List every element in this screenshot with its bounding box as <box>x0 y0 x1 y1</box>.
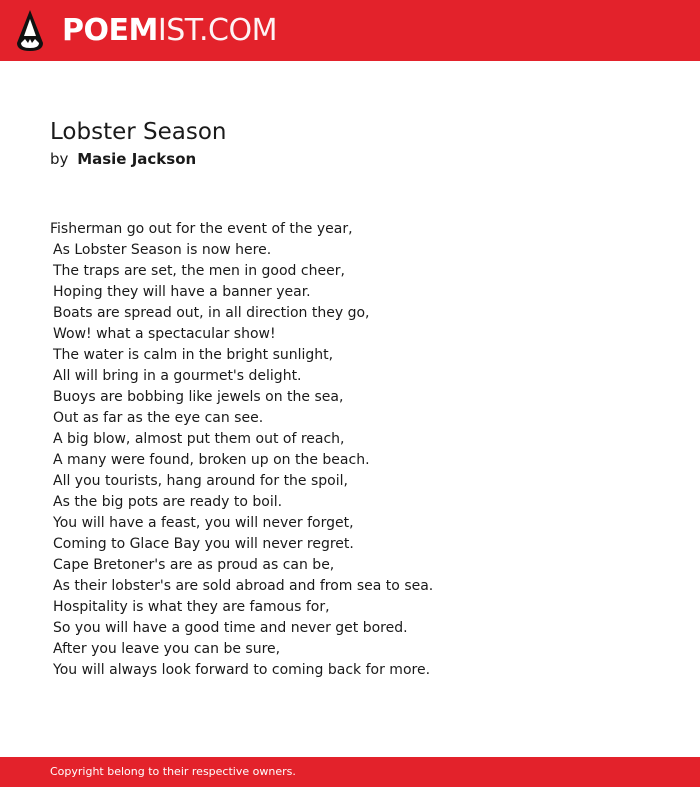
pencil-tip-icon[interactable] <box>17 10 43 51</box>
poem-line: Coming to Glace Bay you will never regret. <box>53 536 354 552</box>
poem-line: A many were found, broken up on the beach. <box>53 452 370 468</box>
poem-line: A big blow, almost put them out of reach, <box>53 431 345 447</box>
poem-line: As their lobster's are sold abroad and from sea to sea. <box>53 578 434 594</box>
by-label: by <box>50 150 69 168</box>
site-footer <box>0 757 700 787</box>
site-logo[interactable] <box>62 11 277 51</box>
poem-line: So you will have a good time and never get bored. <box>53 620 408 636</box>
poem-line: Hospitality is what they are famous for, <box>53 599 330 615</box>
poem-line: Cape Bretoner's are as proud as can be, <box>53 557 335 573</box>
footer-copyright: Copyright belong to their respective owners. <box>50 765 296 778</box>
poem-line: As the big pots are ready to boil. <box>53 494 283 510</box>
poem-body <box>50 219 670 681</box>
poem-line: Boats are spread out, in all direction they go, <box>53 305 370 321</box>
poem-line: As Lobster Season is now here. <box>53 242 272 258</box>
poem-line: You will always look forward to coming back for more. <box>53 662 431 678</box>
poem-line: Wow! what a spectacular show! <box>53 326 276 342</box>
site-header <box>0 0 700 61</box>
logo-light-text: IST.COM <box>157 13 277 48</box>
poem-title: Lobster Season <box>50 119 227 145</box>
poem-line: Out as far as the eye can see. <box>53 410 264 426</box>
poem-byline <box>50 149 196 169</box>
poem-line: All you tourists, hang around for the spoil, <box>53 473 348 489</box>
poem-line: Hoping they will have a banner year. <box>53 284 311 300</box>
poem-line: After you leave you can be sure, <box>53 641 281 657</box>
poem-line: All will bring in a gourmet's delight. <box>53 368 302 384</box>
poem-line: The traps are set, the men in good cheer, <box>53 263 345 279</box>
poem-line: The water is calm in the bright sunlight, <box>53 347 334 363</box>
logo-bold-text: POEM <box>62 13 158 48</box>
poem-line: Buoys are bobbing like jewels on the sea, <box>53 389 344 405</box>
poem-line: Fisherman go out for the event of the year, <box>50 221 353 237</box>
poem-author: Masie Jackson <box>77 150 197 168</box>
poem-line: You will have a feast, you will never forget, <box>53 515 354 531</box>
